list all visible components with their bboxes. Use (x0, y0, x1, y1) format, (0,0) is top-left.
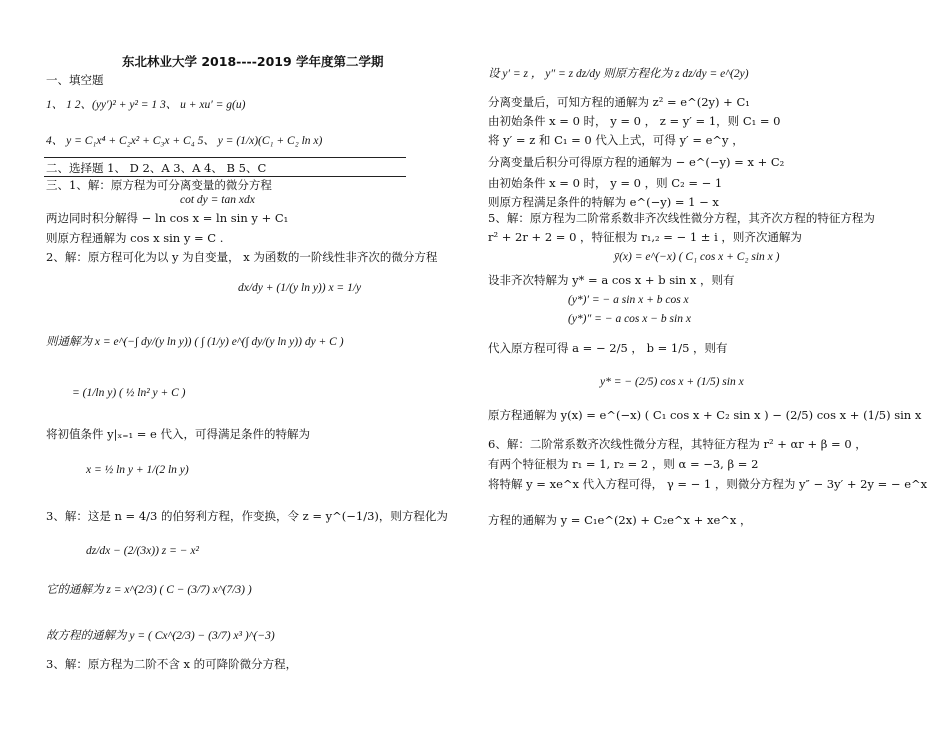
solution-line: 分离变量后积分可得原方程的通解为 − e^(−y) = x + C₂ (488, 155, 785, 169)
section-fill-in-heading: 一、填空题 (46, 73, 104, 87)
solution-line: r² + 2r + 2 = 0 ，特征根为 r₁,₂ = − 1 ± i ，则齐次通解为 (488, 230, 802, 244)
solution-line: 则通解为 x = e^(−∫ dy/(y ln y)) ( ∫ (1/y) e^(∫ dy/(y ln y)) dy + C ) (46, 336, 344, 348)
equation: (y*)′ = − a sin x + b cos x (568, 294, 689, 306)
solution-line: 5、解：原方程为二阶常系数非齐次线性微分方程，其齐次方程的特征方程为 (488, 211, 875, 225)
solution-line: 两边同时积分解得 − ln cos x = ln sin y + C₁ (46, 211, 289, 225)
section-choice-answers: 二、选择题 1、 D 2、A 3、A 4、 B 5、C (46, 161, 267, 175)
solution-line: 由初始条件 x = 0 时， y = 0 ， z = y′ = 1，则 C₁ = 0 (488, 114, 781, 128)
solution-line: 则原方程通解为 cos x sin y = C . (46, 231, 224, 245)
solution-line: 将初值条件 y|ₓ₌₁ = e 代入，可得满足条件的特解为 (46, 427, 310, 441)
solution-line: 原方程通解为 y(x) = e^(−x) ( C₁ cos x + C₂ sin x ) − (2/5) cos x + (1/5) sin x (488, 408, 922, 422)
solution-line: 由初始条件 x = 0 时， y = 0 ，则 C₂ = − 1 (488, 176, 723, 190)
solution-line: 将特解 y = xe^x 代入方程可得， γ = − 1 ，则微分方程为 y″ − 3y′ + 2y = − e^x (488, 477, 928, 491)
equation: dz/dx − (2/(3x)) z = − x² (86, 545, 199, 557)
solution-line: 方程的通解为 y = C₁e^(2x) + C₂e^x + xe^x ， (488, 513, 752, 527)
equation: cot dy = tan xdx (180, 194, 255, 206)
equation: x = ½ ln y + 1/(2 ln y) (86, 464, 189, 476)
equation: = (1/ln y) ( ½ ln² y + C ) (72, 387, 186, 399)
solution-line: 3、解：原方程为二阶不含 x 的可降阶微分方程， (46, 657, 298, 671)
equation: dx/dy + (1/(y ln y)) x = 1/y (238, 282, 362, 294)
equation: (y*)″ = − a cos x − b sin x (568, 313, 691, 325)
solution-line: 有两个特征根为 r₁ = 1, r₂ = 2 ，则 α = −3, β = 2 (488, 457, 759, 471)
equation: ȳ(x) = e^(−x) ( C₁ cos x + C₂ sin x ) (614, 251, 780, 263)
section-solutions-heading: 三、1、解：原方程为可分离变量的微分方程 (46, 178, 272, 192)
solution-line: 3、解：这是 n = 4/3 的伯努利方程，作变换，令 z = y^(−1/3)，则方程化为 (46, 509, 448, 523)
fill-in-answers-row-2: 4、 y = C₁x⁴ + C₂x² + C₃x + C₄ 5、 y = (1/x)(C₁ + C₂ ln x) (46, 135, 323, 147)
solution-line: 设非齐次特解为 y* = a cos x + b sin x ，则有 (488, 273, 735, 287)
solution-line: 设 y′ = z ， y″ = z dz/dy 则原方程化为 z dz/dy = e^(2y) (488, 68, 749, 80)
solution-line: 故方程的通解为 y = ( Cx^(2/3) − (3/7) x³ )^(−3) (46, 630, 275, 642)
solution-line: 则原方程满足条件的特解为 e^(−y) = 1 − x (488, 195, 719, 209)
solution-line: 6、解：二阶常系数齐次线性微分方程，其特征方程为 r² + αr + β = 0 ， (488, 437, 867, 451)
divider-line (44, 157, 406, 158)
equation: y* = − (2/5) cos x + (1/5) sin x (600, 376, 744, 388)
document-title: 东北林业大学 2018----2019 学年度第二学期 (122, 54, 384, 69)
solution-line: 它的通解为 z = x^(2/3) ( C − (3/7) x^(7/3) ) (46, 584, 252, 596)
solution-line: 分离变量后，可知方程的通解为 z² = e^(2y) + C₁ (488, 95, 750, 109)
fill-in-answers-row-1: 1、 1 2、(yy′)² + y² = 1 3、 u + xu′ = g(u) (46, 99, 246, 111)
solution-line: 代入原方程可得 a = − 2/5 ， b = 1/5 ，则有 (488, 341, 728, 355)
solution-line: 将 y′ = z 和 C₁ = 0 代入上式，可得 y′ = e^y ， (488, 133, 744, 147)
solution-line: 2、解：原方程可化为以 y 为自变量， x 为函数的一阶线性非齐次的微分方程 (46, 250, 438, 264)
